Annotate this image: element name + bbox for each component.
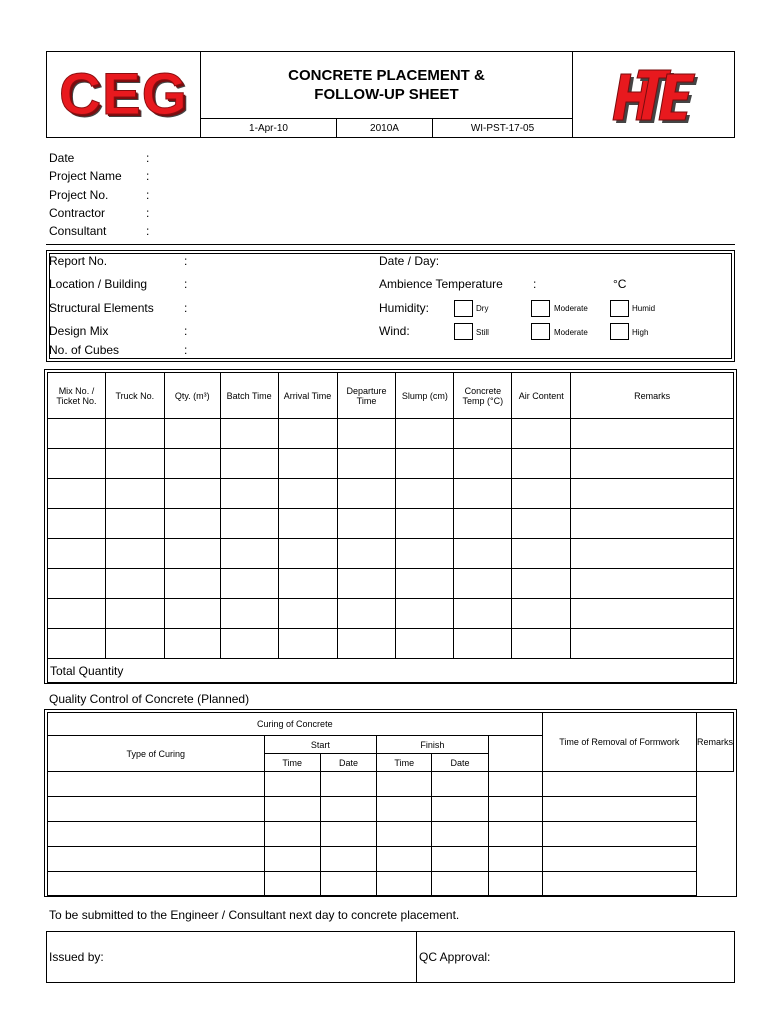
- col-qty: Qty. (m³): [164, 373, 220, 419]
- humidity-dry-checkbox[interactable]: [454, 300, 473, 317]
- table-row: [48, 629, 734, 659]
- info-label-contractor: Contractor: [49, 206, 106, 220]
- placement-table: [47, 372, 734, 683]
- design-mix-label: Design Mix: [49, 324, 109, 338]
- table-row: [48, 847, 734, 872]
- document-header: [46, 51, 735, 138]
- hte-logo-icon: [599, 60, 709, 130]
- col-mix-no: Mix No. / Ticket No.: [48, 373, 106, 419]
- report-no-label: Report No.: [49, 254, 108, 268]
- wind-still-checkbox[interactable]: [454, 323, 473, 340]
- start-date-header: Date: [320, 754, 376, 772]
- total-quantity-row: [48, 659, 734, 683]
- header-date: 1-Apr-10: [201, 119, 337, 137]
- col-batch-time: Batch Time: [220, 373, 278, 419]
- type-of-curing-header: Type of Curing: [48, 736, 265, 772]
- finish-header: Finish: [377, 736, 489, 754]
- header-revision: 2010A: [337, 119, 433, 137]
- wind-label: Wind:: [379, 324, 410, 338]
- qc-approval-label: QC Approval:: [419, 950, 491, 964]
- table-row: [48, 479, 734, 509]
- info-label-date: Date: [49, 151, 75, 165]
- info-label-consultant: Consultant: [49, 224, 107, 238]
- start-header: Start: [264, 736, 377, 754]
- structural-elements-label: Structural Elements: [49, 301, 154, 315]
- wind-high-checkbox[interactable]: [610, 323, 629, 340]
- document-title: CONCRETE PLACEMENT & FOLLOW-UP SHEET: [201, 52, 572, 119]
- col-air-content: Air Content: [512, 373, 571, 419]
- curing-table: [47, 712, 734, 896]
- curing-header: Curing of Concrete: [48, 713, 543, 736]
- col-truck-no: Truck No.: [105, 373, 164, 419]
- total-quantity-label: Total Quantity: [48, 659, 734, 683]
- cubes-label: No. of Cubes: [49, 343, 120, 357]
- submission-note: To be submitted to the Engineer / Consultant next day to concrete placement.: [49, 908, 460, 922]
- wind-moderate-checkbox[interactable]: [531, 323, 550, 340]
- table-row: [48, 509, 734, 539]
- header-doc-number: WI-PST-17-05: [470, 122, 535, 134]
- table-row: [48, 449, 734, 479]
- placement-header-row: [48, 373, 734, 419]
- finish-date-header: Date: [432, 754, 488, 772]
- issued-by-label: Issued by:: [49, 950, 104, 964]
- table-row: [48, 539, 734, 569]
- table-row: [48, 772, 734, 797]
- degree-unit: °C: [613, 277, 627, 291]
- location-label: Location / Building: [49, 277, 148, 291]
- table-row: [48, 569, 734, 599]
- finish-time-header: Time: [377, 754, 432, 772]
- humidity-humid-checkbox[interactable]: [610, 300, 629, 317]
- info-label-project-name: Project Name: [49, 169, 122, 183]
- col-departure-time: Departure Time: [337, 373, 396, 419]
- col-slump: Slump (cm): [396, 373, 454, 419]
- table-row: [48, 599, 734, 629]
- ambience-temp-label: Ambience Temperature: [379, 277, 503, 291]
- curing-remarks-header: Remarks: [696, 713, 733, 772]
- divider: [46, 244, 735, 245]
- info-label-project-no: Project No.: [49, 188, 109, 202]
- table-row: [48, 822, 734, 847]
- qc-title: Quality Control of Concrete (Planned): [49, 692, 250, 706]
- hte-logo: [572, 52, 734, 137]
- table-row: [48, 797, 734, 822]
- date-day-label: Date / Day:: [379, 254, 440, 268]
- humidity-label: Humidity:: [379, 301, 430, 315]
- signature-box: [46, 931, 735, 983]
- col-remarks: Remarks: [571, 373, 734, 419]
- ceg-logo: CEG: [47, 52, 201, 137]
- col-concrete-temp: Concrete Temp (°C): [454, 373, 512, 419]
- formwork-removal-header: Time of Removal of Formwork: [542, 713, 696, 772]
- humidity-moderate-checkbox[interactable]: [531, 300, 550, 317]
- table-row: [48, 419, 734, 449]
- table-row: [48, 872, 734, 896]
- start-time-header: Time: [264, 754, 320, 772]
- col-arrival-time: Arrival Time: [278, 373, 337, 419]
